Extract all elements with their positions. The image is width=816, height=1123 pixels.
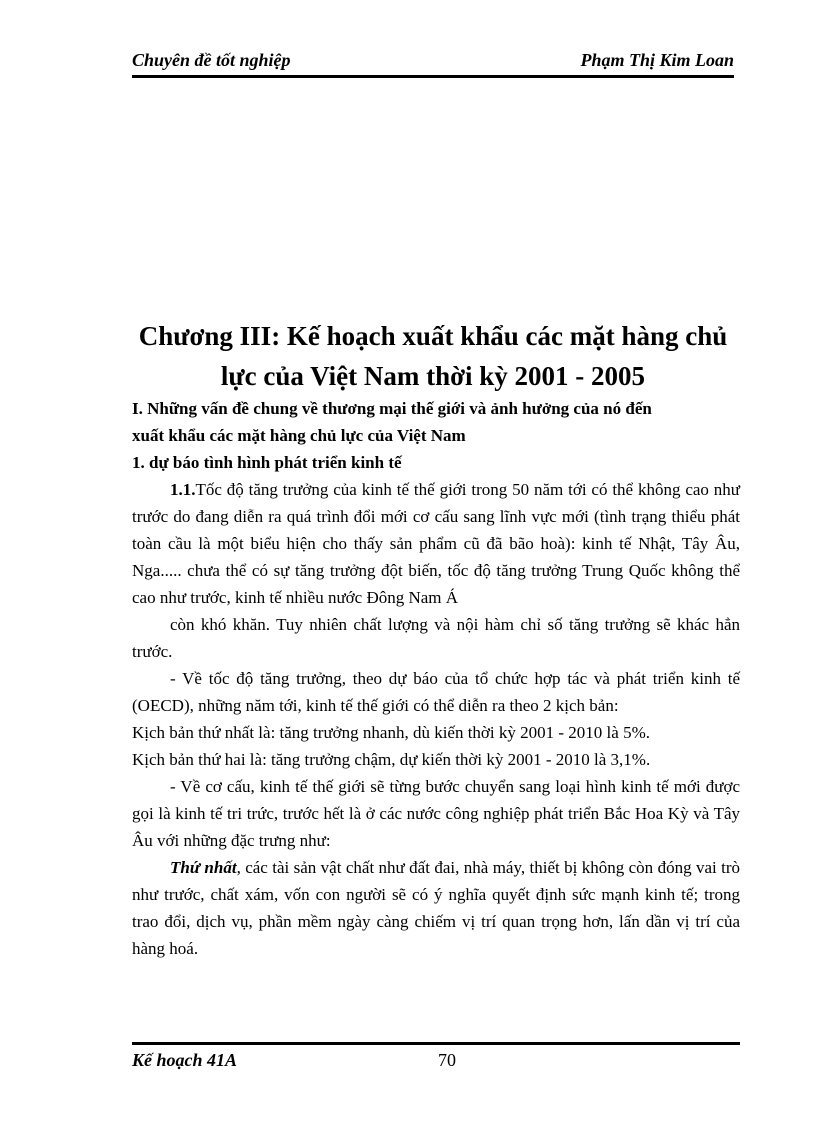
chapter-title-line-1: Chương III: Kế hoạch xuất khẩu các mặt hàng chủ: [138, 321, 728, 351]
subsection-heading: 1. dự báo tình hình phát triển kinh tế: [132, 453, 402, 472]
footer-class-label: Kế hoạch 41A: [132, 1050, 238, 1070]
section-heading-line-1: I. Những vấn đề chung về thương mại thế giới và ảnh hưởng của nó đến: [132, 399, 652, 418]
section-heading: [132, 395, 740, 449]
footer-divider: [132, 1042, 740, 1045]
chapter-title-line-2: lực của Việt Nam thời kỳ 2001 - 2005: [220, 361, 646, 391]
scenario-fast-growth: Kịch bản thứ nhất là: tăng trưởng nhanh, dù kiến thời kỳ 2001 - 2010 là 5%.: [132, 723, 650, 742]
section-heading-line-2: xuất khẩu các mặt hàng chủ lực của Việt Nam: [132, 426, 466, 445]
header-author: Phạm Thị Kim Loan: [580, 50, 734, 70]
header-title: Chuyên đề tốt nghiệp: [132, 50, 291, 70]
chapter-title: [132, 316, 734, 396]
paragraph-number: 1.1.: [170, 480, 196, 499]
page-header: [132, 50, 734, 80]
paragraph-growth-quality: còn khó khăn. Tuy nhiên chất lượng và nội hàm chỉ số tăng trưởng sẽ khác hẳn trước.: [132, 615, 740, 661]
paragraph-growth-rate: [132, 476, 740, 611]
paragraph-growth-rate-text: Tốc độ tăng trưởng của kinh tế thế giới trong 50 năm tới có thể không cao như trước do đang diễn ra quá trình đổi mới cơ cấu sang lĩnh vực mới (tình trạng thiểu phát toàn cầu là một biểu hiện cho thấy sản phẩm cũ đã bão hoà): kinh tế Nhật, Tây Âu, Nga..... chưa thể có sự tăng trưởng đột biến, tốc độ tăng trưởng Trung Quốc không thể cao như trước, kinh tế nhiều nước Đông Nam Á: [132, 480, 740, 607]
paragraph-structure: - Về cơ cấu, kinh tế thế giới sẽ từng bước chuyển sang loại hình kinh tế mới được gọi là kinh tế tri trức, trước hết là ở các nước công nghiệp phát triển Bắc Hoa Kỳ và Tây Âu với những đặc trưng như:: [132, 777, 740, 850]
scenario-slow-growth: Kịch bản thứ hai là: tăng trưởng chậm, dự kiến thời kỳ 2001 - 2010 là 3,1%.: [132, 750, 651, 769]
page-number: 70: [438, 1050, 456, 1070]
first-feature-label: Thứ nhất: [170, 858, 237, 877]
paragraph-first-feature: [132, 854, 740, 962]
document-body: [132, 395, 740, 962]
paragraph-forecast: - Về tốc độ tăng trưởng, theo dự báo của tổ chức hợp tác và phát triển kinh tế (OECD), những năm tới, kinh tế thế giới có thể diễn ra theo 2 kịch bản:: [132, 669, 740, 715]
page-footer: [132, 1042, 740, 1072]
first-feature-text: , các tài sản vật chất như đất đai, nhà máy, thiết bị không còn đóng vai trò như trước, chất xám, vốn con người sẽ có ý nghĩa quyết định sức mạnh kinh tế; trong trao đổi, dịch vụ, phần mềm ngày càng chiếm vị trí quan trọng hơn, lấn dần vị trí của hàng hoá.: [132, 858, 741, 958]
header-divider: [132, 75, 734, 78]
